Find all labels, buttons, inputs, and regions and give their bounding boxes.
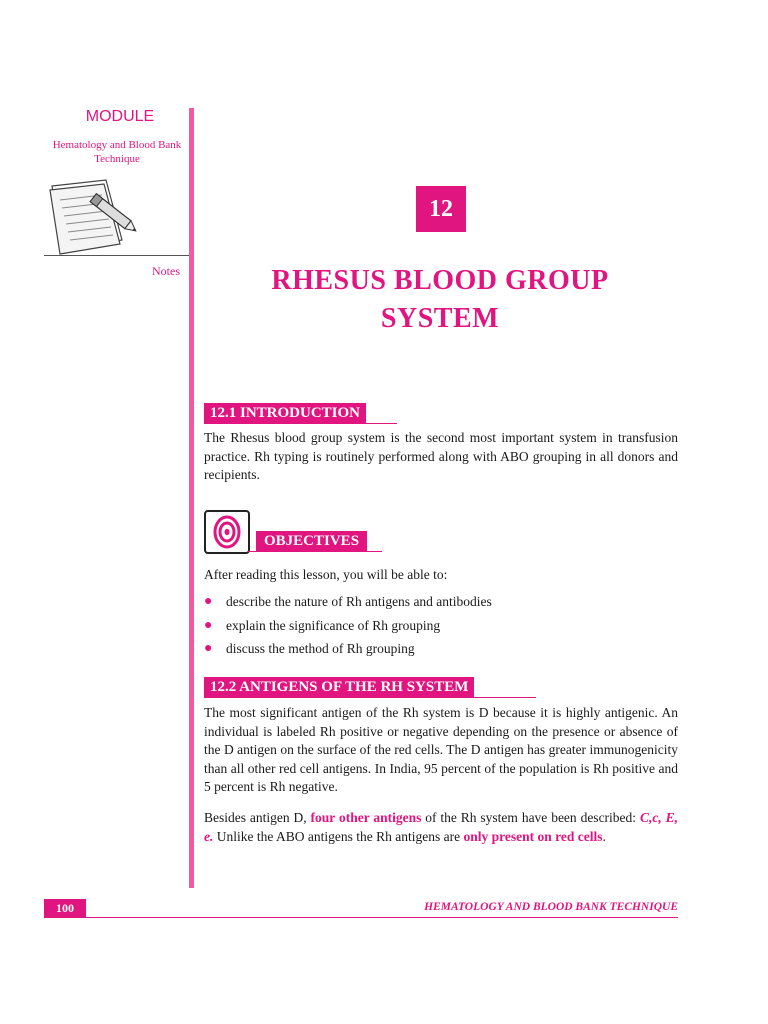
footer-rule [44,917,678,918]
red-cells-highlight: only present on red cells [463,828,603,844]
besides-text: Unlike the ABO antigens the Rh antigens are [213,828,464,844]
objective-text: discuss the method of Rh grouping [226,641,415,656]
besides-paragraph [204,809,678,846]
section-rule-introduction [204,423,397,424]
introduction-paragraph: The Rhesus blood group system is the second most important system in transfusion practice. Rh typing is routinely performed along with ABO grouping in all donors and recipients. [204,430,678,482]
rh-antigens-highlight: C,c, E, e. [204,810,678,844]
objective-text: describe the nature of Rh antigens and antibodies [226,594,492,609]
list-item [204,617,674,635]
section-rule-antigens [204,697,536,698]
bullet-icon: ● [204,594,213,609]
notepad-pencil-icon [44,178,144,258]
besides-text: of the Rh system have been described: [421,810,640,825]
section-rule-objectives [248,551,382,552]
four-other-antigens-highlight: four other antigens [310,810,422,825]
chapter-title: RHESUS BLOOD GROUP SYSTEM [271,265,609,334]
notes-label: Notes [152,264,180,278]
bullet-icon: ● [204,618,213,633]
besides-text: Besides antigen D, [204,810,311,825]
section-heading-objectives: OBJECTIVES [256,531,367,551]
chapter-number-badge: 12 [416,186,466,232]
page-number: 100 [44,899,86,917]
module-label: MODULE [85,108,155,125]
target-icon [212,515,242,549]
objectives-lead: After reading this lesson, you will be able to: [204,567,448,582]
list-item [204,640,674,658]
list-item [204,593,674,611]
notes-divider [44,255,190,256]
footer-running-title: HEMATOLOGY AND BLOOD BANK TECHNIQUE [424,901,678,913]
section-heading-introduction: 12.1 INTRODUCTION [204,403,366,423]
section-heading-antigens: 12.2 ANTIGENS OF THE RH SYSTEM [204,677,474,697]
objective-text: explain the significance of Rh grouping [226,618,441,633]
bullet-icon: ● [204,641,213,656]
objectives-frame [204,510,250,554]
antigens-paragraph: The most significant antigen of the Rh system is D because it is highly antigenic. An individual is labeled Rh positive or negative depending on the presence or absence of the D antigen on the surface of the red cells. The D antigen has greater immunogenicity than all other red cell antigens. In India, 95 percent of the population is Rh positive and 5 percent is Rh negative. [204,705,678,794]
margin-vertical-rule [189,108,194,888]
besides-text: . [602,828,606,844]
module-subtitle: Hematology and Blood Bank Technique [52,139,182,165]
